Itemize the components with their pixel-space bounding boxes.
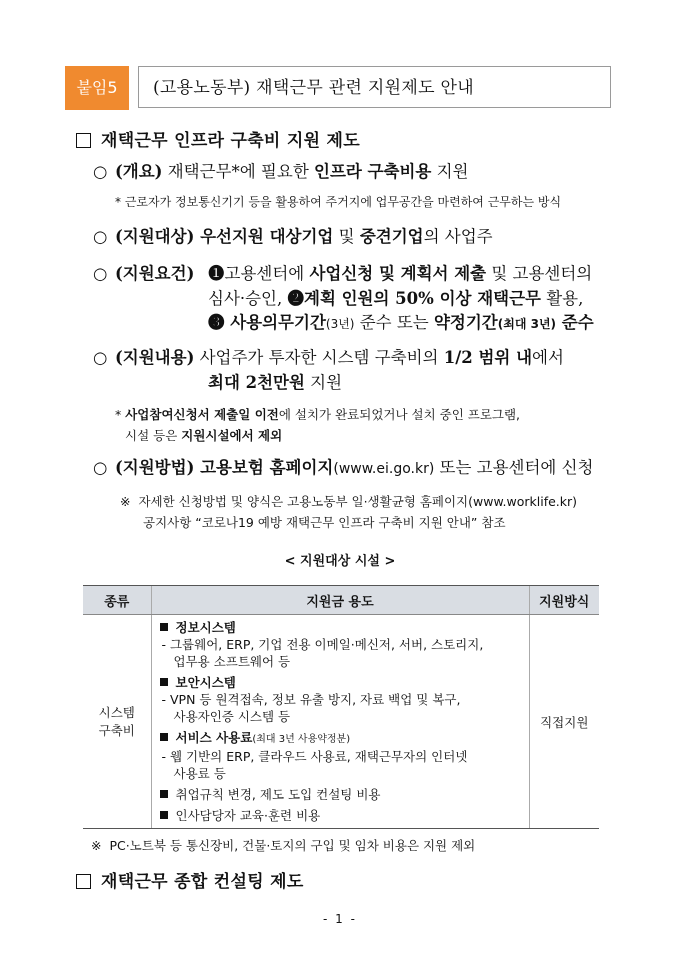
target-item: ○ (지원대상) 우선지원 대상기업 및 중견기업의 사업주: [93, 227, 493, 246]
table-note: ※ PC·노트북 등 통신장비, 건물·토지의 구입 및 임차 비용은 지원 제외: [91, 838, 476, 853]
usage-group-consulting: 취업규칙 변경, 제도 도입 컨설팅 비용: [160, 786, 525, 803]
facility-table: [83, 585, 599, 829]
requirement-line-3: ❸ 사용의무기간(3년) 준수 또는 약정기간(최대 3년) 준수: [208, 313, 594, 332]
square-bullet-icon: [160, 811, 168, 819]
content-line-2: 최대 2천만원 지원: [208, 373, 343, 392]
header-kind: 종류: [83, 586, 151, 615]
usage-group-training: 인사담당자 교육·훈련 비용: [160, 807, 525, 824]
usage-cell: [151, 615, 529, 829]
page-title: (고용노동부) 재택근무 관련 지원제도 안내: [138, 66, 611, 108]
usage-group-service: 서비스 사용료(최대 3년 사용약정분) - 웹 기반의 ERP, 클라우드 사용료, 재택근무자의 인터넷 사용료 등: [161, 730, 468, 781]
square-bullet-icon: [160, 790, 168, 798]
square-bullet-icon: [160, 733, 168, 741]
content-item: ○ (지원내용) 사업주가 투자한 시스템 구축비의 1/2 범위 내에서: [93, 348, 564, 367]
table-title: < 지원대상 시설 >: [284, 554, 396, 569]
usage-group-security: 보안시스템 - VPN 등 원격접속, 정보 유출 방지, 자료 백업 및 복구, 사용자인증 시스템 등: [161, 675, 461, 724]
content-note: * 사업참여신청서 제출일 이전에 설치가 완료되었거나 설치 중인 프로그램,: [115, 407, 521, 422]
method-note: ※ 자세한 신청방법 및 양식은 고용노동부 일·생활균형 홈페이지(www.worklife.kr): [120, 494, 578, 509]
kind-cell: 시스템 구축비: [83, 615, 151, 829]
square-bullet-icon: [76, 874, 91, 889]
requirement-item: ○ (지원요건): [93, 264, 195, 283]
table-header-row: [83, 586, 599, 615]
content-note-line-2: 시설 등은 지원시설에서 제외: [125, 428, 283, 443]
method-cell: 직접지원: [529, 615, 599, 829]
table-row: [83, 615, 599, 829]
square-bullet-icon: [160, 678, 168, 686]
method-item: ○ (지원방법) 고용보험 홈페이지(www.ei.go.kr) 또는 고용센터에 신청: [93, 458, 594, 477]
usage-group-info: 정보시스템 - 그룹웨어, ERP, 기업 전용 이메일·메신저, 서버, 스토리지, 업무용 소프트웨어 등: [161, 620, 484, 669]
requirement-line-2: 심사·승인, ❷계획 인원의 50% 이상 재택근무 활용,: [208, 289, 584, 308]
square-bullet-icon: [76, 133, 91, 148]
method-note-line-2: 공지사항 “코로나19 예방 재택근무 인프라 구축비 지원 안내” 참조: [143, 515, 506, 530]
header-usage: 지원금 용도: [151, 586, 529, 615]
header-method: 지원방식: [529, 586, 599, 615]
section-heading-infra: 재택근무 인프라 구축비 지원 제도: [76, 126, 360, 151]
square-bullet-icon: [160, 623, 168, 631]
overview-item: ○ (개요) 재택근무*에 필요한 인프라 구축비용 지원: [93, 162, 469, 181]
requirement-line-1: ❶고용센터에 사업신청 및 계획서 제출 및 고용센터의: [208, 264, 593, 283]
page-number: - 1 -: [323, 912, 357, 926]
overview-note: * 근로자가 정보통신기기 등을 활용하여 주거지에 업무공간을 마련하여 근무하는 방식: [115, 195, 562, 209]
attachment-badge: 붙임5: [65, 66, 129, 110]
section-heading-consulting: 재택근무 종합 컨설팅 제도: [76, 867, 304, 892]
